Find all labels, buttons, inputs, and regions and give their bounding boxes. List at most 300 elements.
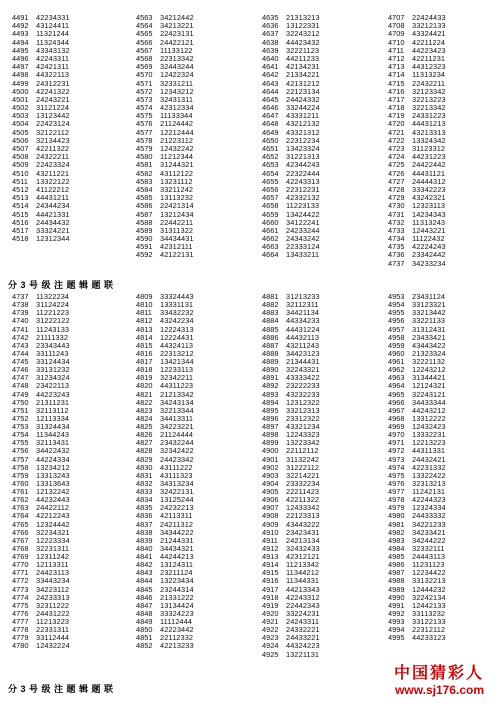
- entry-number: 4903: [262, 470, 279, 480]
- entry-number: 4736: [388, 250, 405, 260]
- entry-number: 4842: [136, 560, 153, 570]
- entry-code: 11213223: [36, 617, 70, 626]
- section-separator-2: 分 3 号 级 注 题 辑 题 联: [8, 684, 114, 694]
- entry-number: 4884: [262, 316, 279, 326]
- entry-code: 24422442: [412, 160, 446, 170]
- entry-number: 4636: [262, 21, 279, 31]
- entry-code: 44233123: [412, 633, 446, 643]
- entry-code: 42131212: [286, 78, 320, 88]
- entry-code: 43211243: [286, 340, 320, 350]
- results-column: [12, 293, 96, 651]
- entry-code: 44431213: [412, 119, 446, 129]
- entry-number: 4921: [262, 617, 279, 626]
- entry-number: 4663: [262, 242, 279, 252]
- entry-code: 42231332: [412, 462, 446, 472]
- entry-code: 32332111: [412, 543, 445, 553]
- entry-number: 4971: [388, 438, 405, 448]
- entry-code: 43112122: [160, 168, 194, 178]
- entry-number: 4908: [262, 511, 279, 521]
- entry-code: 34421134: [286, 308, 320, 318]
- entry-code: 43111222: [160, 462, 193, 472]
- entry-code: 32134423: [36, 135, 70, 145]
- entry-code: 44334233: [286, 316, 320, 326]
- entry-number: 4654: [262, 168, 279, 178]
- entry-code: 13433211: [286, 250, 320, 260]
- entry-code: 42212243: [36, 511, 70, 521]
- entry-code: 12324334: [412, 503, 446, 513]
- entry-code: 32422131: [160, 487, 194, 496]
- entry-number: 4767: [12, 535, 29, 545]
- entry-number: 4511: [12, 176, 28, 186]
- entry-code: 24431222: [36, 608, 70, 618]
- entry-number: 4823: [136, 405, 153, 415]
- entry-number: 4718: [388, 103, 405, 113]
- entry-code: 24322211: [36, 152, 70, 162]
- entry-number: 4780: [12, 641, 29, 651]
- entry-number: 4728: [388, 184, 405, 194]
- entry-number: 4916: [262, 576, 279, 586]
- entry-number: 4995: [388, 633, 405, 643]
- results-grid-1: [0, 14, 496, 269]
- entry-number: 4924: [262, 641, 279, 651]
- entry-code: 23244314: [160, 584, 194, 594]
- entry-number: 4974: [388, 462, 405, 472]
- entry-number: 4572: [136, 86, 153, 96]
- entry-code: 13313643: [36, 478, 70, 488]
- entry-number: 4899: [262, 438, 279, 448]
- entry-code: 13124311: [160, 560, 194, 570]
- entry-code: 13332231: [412, 430, 446, 440]
- entry-code: 12223334: [36, 535, 70, 545]
- entry-number: 4987: [388, 568, 405, 578]
- entry-code: 33212133: [412, 21, 446, 31]
- entry-code: 34122241: [286, 217, 320, 227]
- entry-number: 4994: [388, 625, 405, 635]
- entry-code: 42211224: [412, 37, 446, 47]
- entry-number: 4741: [12, 324, 29, 334]
- entry-code: 11322234: [36, 292, 70, 301]
- entry-number: 4648: [262, 119, 279, 129]
- entry-code: 11344212: [286, 568, 320, 578]
- entry-code: 13134424: [160, 600, 194, 610]
- entry-number: 4910: [262, 527, 279, 537]
- entry-number: 4583: [136, 176, 153, 186]
- entry-code: 23342442: [412, 250, 446, 260]
- entry-number: 4768: [12, 543, 29, 553]
- entry-code: 43211221: [36, 168, 70, 178]
- entry-number: 4990: [388, 592, 405, 602]
- entry-code: 13322422: [412, 470, 446, 480]
- entry-number: 4512: [12, 184, 29, 194]
- entry-code: 33221133: [412, 316, 446, 326]
- entry-number: 4749: [12, 389, 29, 399]
- entry-code: 22312231: [286, 184, 320, 194]
- entry-number: 4890: [262, 365, 279, 375]
- entry-code: 32221123: [286, 45, 320, 55]
- entry-code: 12432224: [36, 641, 70, 651]
- entry-code: 44432113: [286, 332, 320, 342]
- entry-code: 44311223: [160, 381, 194, 391]
- entry-number: 4655: [262, 176, 279, 186]
- entry-code: 31324434: [36, 422, 70, 431]
- entry-number: 4506: [12, 135, 29, 145]
- entry-number: 4771: [12, 568, 29, 578]
- entry-number: 4564: [136, 21, 153, 31]
- entry-code: 12343212: [160, 86, 194, 96]
- entry-number: 4992: [388, 608, 405, 618]
- entry-number: 4893: [262, 389, 279, 399]
- entry-code: 12433342: [286, 503, 320, 513]
- list-item: [136, 251, 220, 259]
- entry-code: 43321312: [286, 127, 320, 137]
- entry-code: 33443234: [36, 576, 70, 586]
- entry-code: 43343132: [36, 45, 70, 55]
- entry-number: 4881: [262, 292, 279, 301]
- entry-code: 12233113: [160, 365, 194, 375]
- entry-number: 4918: [262, 592, 279, 602]
- entry-code: 22432211: [412, 78, 446, 88]
- entry-code: 22312234: [286, 135, 320, 145]
- entry-number: 4575: [136, 111, 153, 121]
- entry-number: 4761: [12, 487, 29, 496]
- entry-code: 33213442: [412, 308, 446, 318]
- entry-number: 4837: [136, 519, 153, 529]
- entry-code: 34422432: [36, 446, 70, 456]
- entry-code: 31121224: [36, 103, 70, 113]
- entry-code: 33342223: [412, 184, 446, 194]
- entry-code: 33131232: [36, 365, 70, 375]
- entry-code: 33123321: [412, 300, 446, 310]
- entry-code: 24343242: [286, 234, 320, 244]
- entry-code: 21334221: [286, 70, 320, 80]
- entry-code: 42223442: [160, 625, 194, 635]
- entry-number: 4652: [262, 152, 279, 162]
- results-column: [12, 14, 96, 243]
- entry-number: 4650: [262, 135, 279, 145]
- entry-number: 4972: [388, 446, 405, 456]
- entry-number: 4765: [12, 519, 29, 529]
- entry-number: 4500: [12, 86, 29, 96]
- entry-code: 31244321: [160, 160, 194, 170]
- entry-code: 12243212: [412, 365, 446, 375]
- list-item: [388, 260, 472, 268]
- entry-code: 34434321: [160, 543, 194, 553]
- entry-code: 12323113: [412, 201, 446, 211]
- entry-code: 44324223: [286, 641, 320, 651]
- entry-code: 32242134: [412, 592, 446, 602]
- entry-number: 4707: [388, 13, 405, 22]
- entry-number: 4817: [136, 357, 153, 366]
- entry-number: 4963: [388, 373, 405, 383]
- entry-number: 4820: [136, 381, 153, 391]
- results-table-part-1: [0, 14, 496, 269]
- entry-number: 4579: [136, 144, 153, 153]
- entry-number: 4816: [136, 348, 153, 358]
- entry-code: 22442343: [286, 600, 320, 610]
- entry-number: 4846: [136, 592, 153, 602]
- entry-number: 4980: [388, 511, 405, 521]
- entry-number: 4839: [136, 535, 153, 545]
- entry-number: 4743: [12, 340, 29, 350]
- entry-code: 11243133: [36, 324, 70, 334]
- entry-code: 24434432: [36, 217, 70, 227]
- entry-code: 12213223: [412, 438, 446, 448]
- entry-number: 4885: [262, 324, 279, 334]
- entry-number: 4838: [136, 527, 153, 537]
- entry-number: 4900: [262, 446, 279, 456]
- entry-number: 4988: [388, 576, 405, 586]
- entry-code: 13223342: [286, 438, 320, 448]
- entry-number: 4637: [262, 29, 279, 39]
- entry-code: 12132242: [36, 487, 70, 496]
- entry-number: 4653: [262, 160, 279, 170]
- entry-code: 44431121: [412, 168, 446, 178]
- list-item: [262, 251, 346, 259]
- entry-code: 12212444: [160, 127, 194, 137]
- entry-code: 44423432: [286, 37, 320, 47]
- entry-code: 32313213: [412, 478, 446, 488]
- entry-number: 4831: [136, 470, 153, 480]
- results-column: [388, 293, 472, 642]
- entry-code: 23431124: [412, 292, 446, 301]
- entry-code: 33212313: [286, 405, 320, 415]
- entry-number: 4895: [262, 405, 279, 415]
- entry-number: 4757: [12, 454, 29, 464]
- entry-number: 4585: [136, 193, 153, 203]
- entry-code: 32443244: [160, 62, 194, 72]
- entry-number: 4733: [388, 225, 405, 235]
- entry-code: 42211231: [412, 53, 446, 63]
- entry-number: 4493: [12, 29, 29, 39]
- entry-code: 33224231: [286, 608, 320, 618]
- entry-number: 4887: [262, 340, 279, 350]
- entry-number: 4920: [262, 608, 279, 618]
- entry-number: 4517: [12, 225, 29, 235]
- entry-number: 4568: [136, 53, 153, 63]
- entry-number: 4711: [388, 45, 404, 55]
- entry-number: 4984: [388, 543, 405, 553]
- entry-number: 4643: [262, 78, 279, 88]
- entry-number: 4752: [12, 413, 29, 423]
- entry-number: 4850: [136, 625, 153, 635]
- entry-number: 4815: [136, 340, 153, 350]
- entry-code: 21244331: [160, 535, 194, 545]
- entry-number: 4514: [12, 201, 29, 211]
- entry-number: 4986: [388, 560, 405, 570]
- entry-code: 32331211: [160, 78, 194, 88]
- entry-number: 4835: [136, 503, 153, 513]
- entry-code: 13123442: [36, 111, 70, 121]
- entry-code: 13424422: [286, 209, 320, 219]
- entry-number: 4660: [262, 217, 279, 227]
- entry-code: 22312112: [412, 625, 446, 635]
- entry-number: 4829: [136, 454, 153, 464]
- entry-number: 4504: [12, 119, 29, 129]
- entry-code: 43232233: [286, 389, 320, 399]
- entry-code: 11313234: [412, 70, 446, 80]
- entry-code: 11112444: [160, 617, 193, 626]
- entry-number: 4956: [388, 316, 405, 326]
- entry-code: 22112332: [160, 633, 194, 643]
- entry-code: 32113431: [36, 438, 70, 448]
- entry-code: 33211242: [160, 184, 194, 194]
- entry-code: 22423131: [160, 29, 194, 39]
- entry-code: 43111323: [160, 470, 193, 480]
- entry-number: 4515: [12, 209, 29, 219]
- entry-code: 22123134: [286, 86, 320, 96]
- entry-code: 42312111: [160, 242, 193, 252]
- entry-code: 43213313: [412, 127, 446, 137]
- entry-code: 12444232: [412, 584, 446, 594]
- entry-code: 33324223: [160, 608, 194, 618]
- entry-code: 22123313: [286, 511, 320, 521]
- entry-number: 4970: [388, 430, 405, 440]
- entry-code: 44223243: [36, 389, 70, 399]
- entry-number: 4498: [12, 70, 29, 80]
- entry-code: 24233313: [36, 592, 70, 602]
- entry-number: 4907: [262, 503, 279, 513]
- entry-number: 4759: [12, 470, 29, 480]
- entry-number: 4840: [136, 543, 153, 553]
- entry-code: 21311231: [36, 397, 70, 407]
- entry-number: 4518: [12, 234, 29, 244]
- section-separator-1: 分 3 号 级 注 题 辑 题 联: [8, 280, 114, 290]
- entry-code: 34221233: [412, 519, 446, 529]
- entry-number: 4745: [12, 357, 29, 366]
- entry-number: 4955: [388, 308, 405, 318]
- entry-number: 4713: [388, 62, 405, 72]
- watermark-logo-text: 中国猜彩人: [393, 665, 484, 682]
- entry-number: 4973: [388, 454, 405, 464]
- entry-code: 22333124: [286, 242, 320, 252]
- entry-number: 4909: [262, 519, 279, 529]
- entry-number: 4570: [136, 70, 153, 80]
- entry-code: 24433332: [412, 511, 446, 521]
- entry-number: 4982: [388, 527, 405, 537]
- entry-code: 42243312: [286, 592, 320, 602]
- entry-number: 4827: [136, 438, 153, 448]
- entry-code: 24424332: [286, 94, 320, 104]
- entry-code: 11344331: [286, 576, 320, 586]
- entry-number: 4923: [262, 633, 279, 643]
- entry-number: 4509: [12, 160, 29, 170]
- entry-code: 23343443: [36, 340, 70, 350]
- entry-number: 4578: [136, 135, 153, 145]
- entry-number: 4834: [136, 495, 153, 505]
- entry-code: 32234321: [36, 527, 70, 537]
- entry-code: 21313213: [286, 13, 320, 22]
- entry-code: 31234324: [36, 373, 70, 383]
- entry-number: 4664: [262, 250, 279, 260]
- entry-code: 34233421: [412, 527, 446, 537]
- entry-number: 4563: [136, 13, 153, 22]
- entry-code: 43443422: [412, 340, 446, 350]
- entry-code: 24422112: [36, 503, 70, 513]
- entry-number: 4577: [136, 127, 153, 137]
- entry-code: 24344234: [36, 201, 70, 211]
- entry-number: 4762: [12, 495, 29, 505]
- entry-code: 22211423: [286, 487, 320, 496]
- entry-number: 4968: [388, 413, 405, 423]
- entry-number: 4851: [136, 633, 153, 643]
- list-item: [136, 642, 220, 650]
- entry-code: 32231311: [36, 543, 70, 553]
- entry-code: 34223112: [36, 584, 70, 594]
- entry-code: 24243311: [286, 617, 320, 626]
- entry-code: 24213134: [286, 535, 320, 545]
- entry-code: 13234212: [36, 462, 70, 472]
- entry-code: 13322122: [36, 176, 70, 186]
- entry-code: 32122112: [36, 127, 70, 137]
- entry-code: 21331222: [160, 592, 194, 602]
- list-item: [12, 642, 96, 650]
- entry-code: 13423324: [286, 144, 320, 153]
- entry-code: 14234343: [412, 209, 446, 219]
- entry-code: 33132213: [412, 576, 446, 586]
- entry-code: 34243134: [160, 397, 194, 407]
- entry-code: 33324221: [36, 225, 70, 235]
- entry-code: 34233234: [412, 258, 446, 268]
- entry-number: 4499: [12, 78, 29, 88]
- entry-code: 42211322: [286, 495, 320, 505]
- entry-number: 4844: [136, 576, 153, 586]
- entry-number: 4813: [136, 324, 153, 334]
- entry-number: 4495: [12, 45, 29, 55]
- entry-code: 11231123: [412, 560, 445, 570]
- entry-code: 13223434: [160, 576, 194, 586]
- entry-number: 4737: [388, 258, 405, 268]
- entry-number: 4754: [12, 430, 29, 440]
- entry-number: 4566: [136, 37, 153, 47]
- entry-number: 4649: [262, 127, 279, 137]
- entry-number: 4497: [12, 62, 29, 72]
- entry-code: 34213221: [160, 21, 194, 31]
- entry-number: 4905: [262, 487, 279, 496]
- entry-code: 44231223: [412, 152, 446, 162]
- entry-number: 4888: [262, 348, 279, 358]
- entry-code: 44312323: [412, 62, 446, 72]
- entry-number: 4849: [136, 617, 153, 626]
- entry-number: 4981: [388, 519, 405, 529]
- entry-number: 4891: [262, 373, 279, 383]
- entry-code: 23222233: [286, 381, 320, 391]
- results-table-part-2: [0, 292, 496, 659]
- entry-code: 31311322: [160, 225, 194, 235]
- entry-code: 12312344: [36, 234, 70, 244]
- entry-code: 12311242: [36, 552, 70, 561]
- results-column: [262, 293, 346, 659]
- entry-number: 4906: [262, 495, 279, 505]
- entry-number: 4756: [12, 446, 29, 456]
- entry-number: 4957: [388, 324, 405, 334]
- entry-number: 4581: [136, 160, 153, 170]
- entry-number: 4710: [388, 37, 405, 47]
- entry-number: 4775: [12, 600, 29, 610]
- entry-number: 4724: [388, 152, 405, 162]
- entry-number: 4588: [136, 217, 153, 227]
- entry-number: 4810: [136, 300, 153, 310]
- entry-code: 42243313: [286, 176, 320, 186]
- entry-number: 4897: [262, 422, 279, 431]
- entry-number: 4662: [262, 234, 279, 244]
- entry-code: 32311222: [36, 600, 70, 610]
- entry-number: 4584: [136, 184, 153, 194]
- entry-number: 4966: [388, 397, 405, 407]
- entry-number: 4770: [12, 560, 29, 570]
- entry-code: 22313212: [160, 348, 194, 358]
- list-item: [388, 634, 472, 642]
- entry-code: 13312222: [412, 413, 446, 423]
